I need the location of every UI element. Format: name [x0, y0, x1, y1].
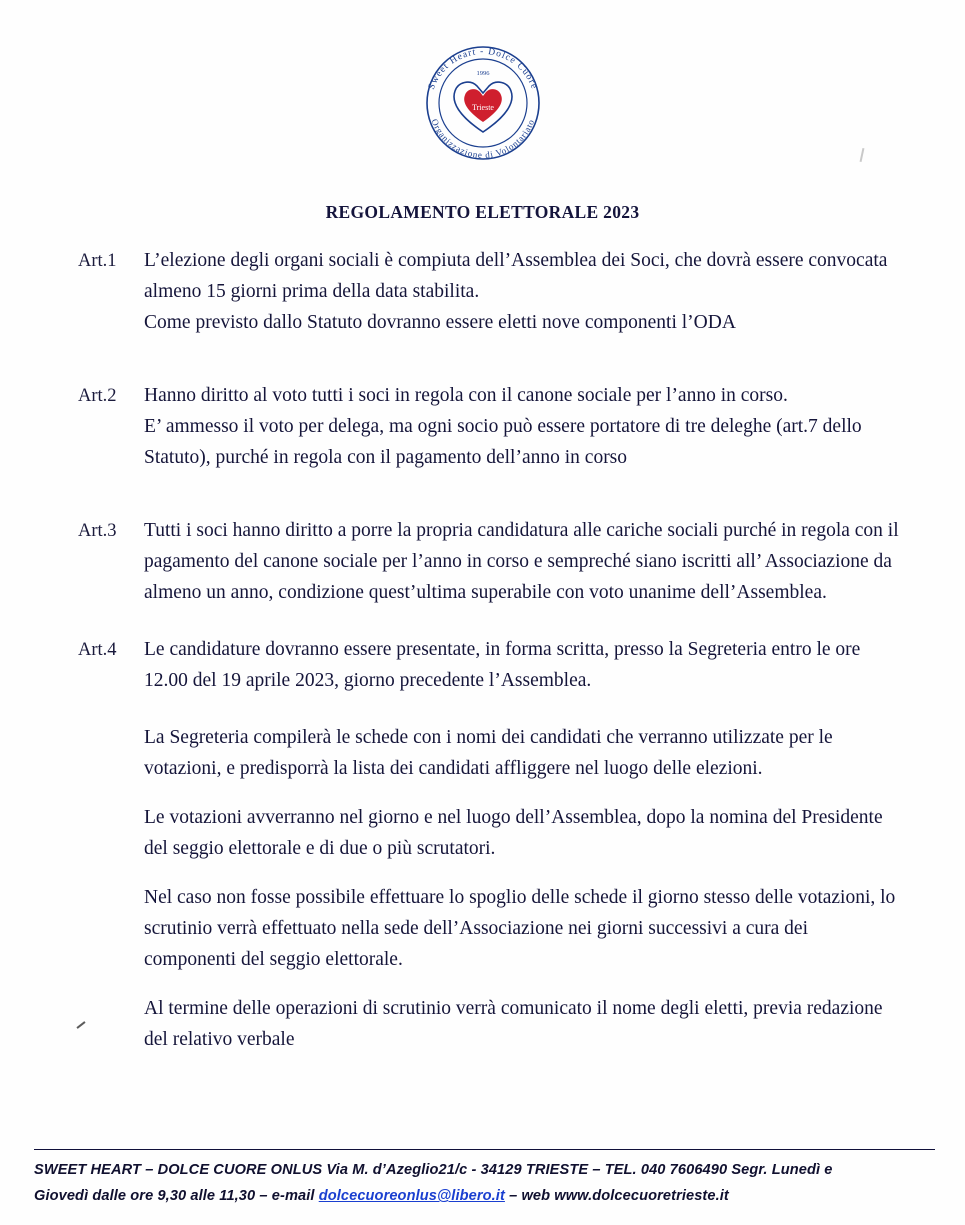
footer-line-2-suffix: – web www.dolcecuoretrieste.it — [504, 1188, 729, 1204]
paragraph: L’elezione degli organi sociali è compiuta dell’Assemblea dei Soci, che dovrà essere convocata almeno 15 giorni prima della data stabilita. — [144, 250, 888, 302]
paragraph: Hanno diritto al voto tutti i soci in regola con il canone sociale per l’anno in corso. — [144, 385, 788, 406]
paragraph: Nel caso non fosse possibile effettuare lo spoglio delle schede il giorno stesso delle votazioni, lo scrutinio verrà effettuato nella sede dell’Associazione nei giorni successivi a cura dei componenti del seggio elettorale. — [144, 887, 896, 970]
paragraph: Al termine delle operazioni di scrutinio verrà comunicato il nome degli eletti, previa redazione del relativo verbale — [144, 998, 883, 1050]
association-logo — [414, 34, 552, 172]
article-label: Art.4 — [78, 640, 117, 660]
logo-ring-text-bottom: Organizzazione di Volontariato — [429, 117, 536, 161]
article-label: Art.2 — [78, 386, 117, 406]
paragraph: Tutti i soci hanno diritto a porre la propria candidatura alle cariche sociali purché in regola con il pagamento del canone sociale per l’anno in corso e sempreché siano iscritti all’ Associazione da almeno un anno, condizione quest’ultima superabile con voto unanime dell’Assemblea. — [144, 520, 899, 603]
spacer — [78, 364, 903, 380]
article-label: Art.3 — [78, 521, 117, 541]
document-body — [78, 245, 903, 1055]
footer-email-link[interactable]: dolcecuoreonlus@libero.it — [318, 1188, 505, 1204]
footer-line-2-prefix: Giovedì dalle ore 9,30 alle 11,30 – e-mail — [34, 1188, 319, 1204]
article-text — [144, 245, 903, 338]
article-block — [78, 380, 903, 473]
footer-line-2 — [34, 1183, 935, 1209]
article-text — [144, 380, 903, 473]
paragraph: La Segreteria compilerà le schede con i nomi dei candidati che verranno utilizzate per le votazioni, e predisporrà la lista dei candidati affliggere nel luogo delle elezioni. — [144, 727, 833, 779]
logo-container — [0, 0, 965, 172]
closing-section — [144, 722, 903, 1055]
article-block — [78, 634, 903, 696]
logo-ring-text-top: Sweet Heart - Dolce Cuore — [426, 46, 539, 92]
spacer — [78, 499, 903, 515]
page-footer — [34, 1149, 935, 1209]
paragraph: Le candidature dovranno essere presentate, in forma scritta, presso la Segreteria entro le ore 12.00 del 19 aprile 2023, giorno precedente l’Assemblea. — [144, 639, 861, 691]
footer-line-1: SWEET HEART – DOLCE CUORE ONLUS Via M. d’Azeglio21/c - 34129 TRIESTE – TEL. 040 7606490 Segr. Lunedì e — [34, 1162, 833, 1178]
article-block — [78, 515, 903, 608]
article-text — [144, 634, 903, 696]
paragraph: E’ ammesso il voto per delega, ma ogni socio può essere portatore di tre deleghe (art.7 dello Statuto), purché in regola con il pagamento dell’anno in corso — [144, 416, 862, 468]
logo-city-label: Trieste — [471, 103, 494, 112]
paragraph: Come previsto dallo Statuto dovranno essere eletti nove componenti l’ODA — [144, 312, 736, 333]
page-title: REGOLAMENTO ELETTORALE 2023 — [325, 202, 640, 222]
article-text — [144, 515, 903, 608]
article-block — [78, 245, 903, 338]
paragraph: Le votazioni avverranno nel giorno e nel luogo dell’Assemblea, dopo la nomina del Presidente del seggio elettorale e di due o più scrutatori. — [144, 807, 883, 859]
article-label: Art.1 — [78, 251, 117, 271]
logo-svg — [414, 34, 552, 172]
logo-year-label: 1996 — [476, 70, 489, 77]
